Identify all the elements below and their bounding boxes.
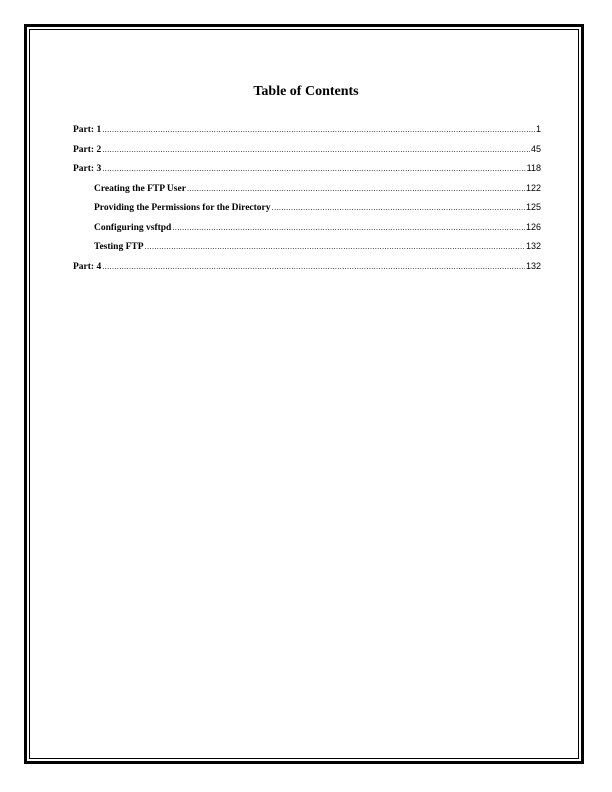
toc-entry-providing-permissions[interactable] [73, 202, 541, 222]
toc-entry-label: Part: 1 [73, 125, 102, 135]
toc-entry-page: 126 [525, 221, 541, 232]
toc-entry-configuring-vsftpd[interactable] [73, 222, 541, 242]
toc-entry-page: 122 [525, 182, 541, 193]
toc-leader-dots [102, 262, 525, 271]
toc-entry-page: 132 [525, 260, 541, 271]
toc-title: Table of Contents [253, 84, 359, 99]
toc-leader-dots [145, 242, 525, 251]
toc-entry-page: 125 [525, 202, 541, 212]
toc-leader-dots [272, 203, 525, 212]
toc-entry-label: Part: 2 [73, 144, 102, 155]
toc-leader-dots [102, 125, 535, 134]
toc-entry-label: Part: 3 [73, 164, 102, 174]
toc-leader-dots [187, 184, 525, 193]
toc-entry-page: 118 [526, 163, 541, 173]
toc-entry-label: Part: 4 [73, 261, 102, 272]
toc-entry-label: Testing FTP [94, 242, 144, 252]
toc-entry-label: Providing the Permissions for the Directory [94, 203, 271, 213]
toc-entry-part-4[interactable] [73, 261, 541, 281]
toc-entry-creating-ftp-user[interactable] [73, 183, 541, 203]
toc-entry-page: 45 [530, 143, 541, 154]
toc-entry-part-2[interactable] [73, 144, 541, 164]
toc-entry-testing-ftp[interactable] [73, 241, 541, 261]
toc-entry-part-1[interactable] [73, 124, 541, 144]
toc-entry-page: 132 [525, 241, 541, 251]
toc-leader-dots [102, 164, 525, 173]
toc-leader-dots [172, 223, 525, 232]
toc-entry-label: Creating the FTP User [94, 183, 186, 194]
toc-list [73, 124, 541, 280]
toc-entry-label: Configuring vsftpd [94, 222, 172, 233]
toc-entry-part-3[interactable] [73, 163, 541, 183]
toc-leader-dots [102, 145, 530, 154]
toc-entry-page: 1 [535, 124, 541, 134]
